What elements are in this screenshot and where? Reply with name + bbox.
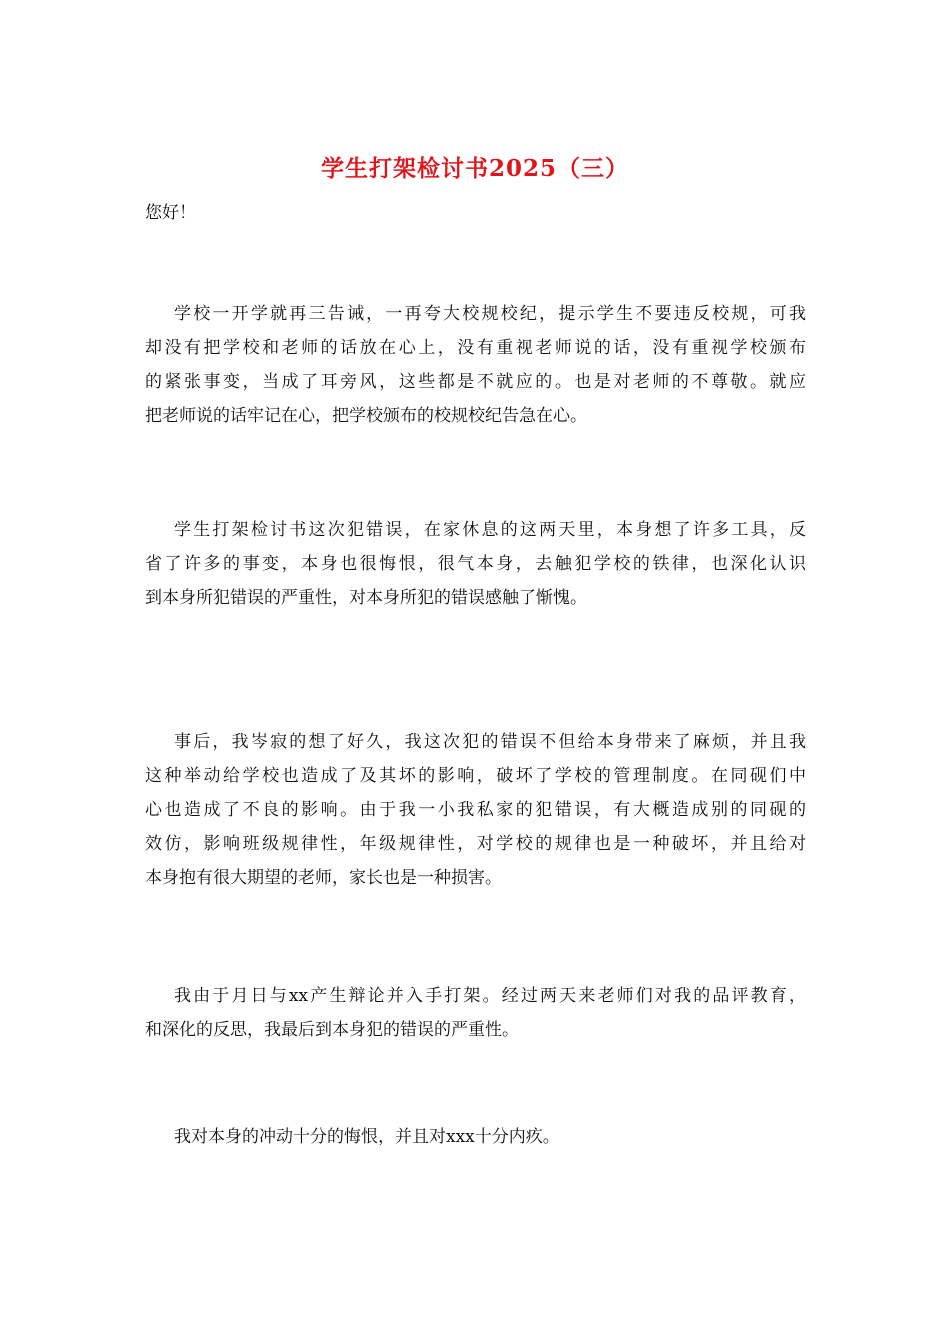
paragraph-line: 我对本身的冲动十分的悔恨，并且对xxx十分内疚。 bbox=[174, 1127, 560, 1147]
paragraph-line: 这种举动给学校也造成了及其坏的影响，破坏了学校的管理制度。在同砚们中 bbox=[145, 766, 806, 786]
paragraph-line: 心也造成了不良的影响。由于我一小我私家的犯错误，有大概造成别的同砚的 bbox=[145, 800, 806, 820]
paragraph-2 bbox=[145, 513, 806, 615]
paragraph-line: 把老师说的话牢记在心，把学校颁布的校规校纪告急在心。 bbox=[145, 406, 587, 426]
paragraph-line: 省了许多的事变，本身也很悔恨，很气本身，去触犯学校的铁律，也深化认识 bbox=[145, 554, 806, 574]
greeting: 您好！ bbox=[145, 203, 196, 223]
paragraph-line: 的紧张事变，当成了耳旁风，这些都是不就应的。也是对老师的不尊敬。就应 bbox=[145, 372, 806, 392]
paragraph-line: 和深化的反思，我最后到本身犯的错误的严重性。 bbox=[145, 1020, 519, 1040]
paragraph-line: 效仿，影响班级规律性，年级规律性，对学校的规律也是一种破坏，并且给对 bbox=[145, 834, 806, 854]
paragraph-line: 我由于月日与xx产生辩论并入手打架。经过两天来老师们对我的品评教育， bbox=[174, 986, 806, 1006]
paragraph-5 bbox=[145, 1120, 806, 1154]
paragraph-3 bbox=[145, 725, 806, 895]
paragraph-line: 到本身所犯错误的严重性，对本身所犯的错误感触了惭愧。 bbox=[145, 588, 587, 608]
document-title: 学生打架检讨书2025（三） bbox=[320, 155, 629, 182]
paragraph-1 bbox=[145, 297, 806, 433]
paragraph-line: 学校一开学就再三告诫，一再夸大校规校纪，提示学生不要违反校规，可我 bbox=[174, 304, 806, 324]
paragraph-line: 本身抱有很大期望的老师，家长也是一种损害。 bbox=[145, 868, 502, 888]
paragraph-line: 事后，我岑寂的想了好久，我这次犯的错误不但给本身带来了麻烦，并且我 bbox=[174, 732, 806, 752]
paragraph-4 bbox=[145, 979, 806, 1047]
paragraph-line: 学生打架检讨书这次犯错误，在家休息的这两天里，本身想了许多工具，反 bbox=[174, 520, 806, 540]
paragraph-line: 却没有把学校和老师的话放在心上，没有重视老师说的话，没有重视学校颁布 bbox=[145, 338, 806, 358]
